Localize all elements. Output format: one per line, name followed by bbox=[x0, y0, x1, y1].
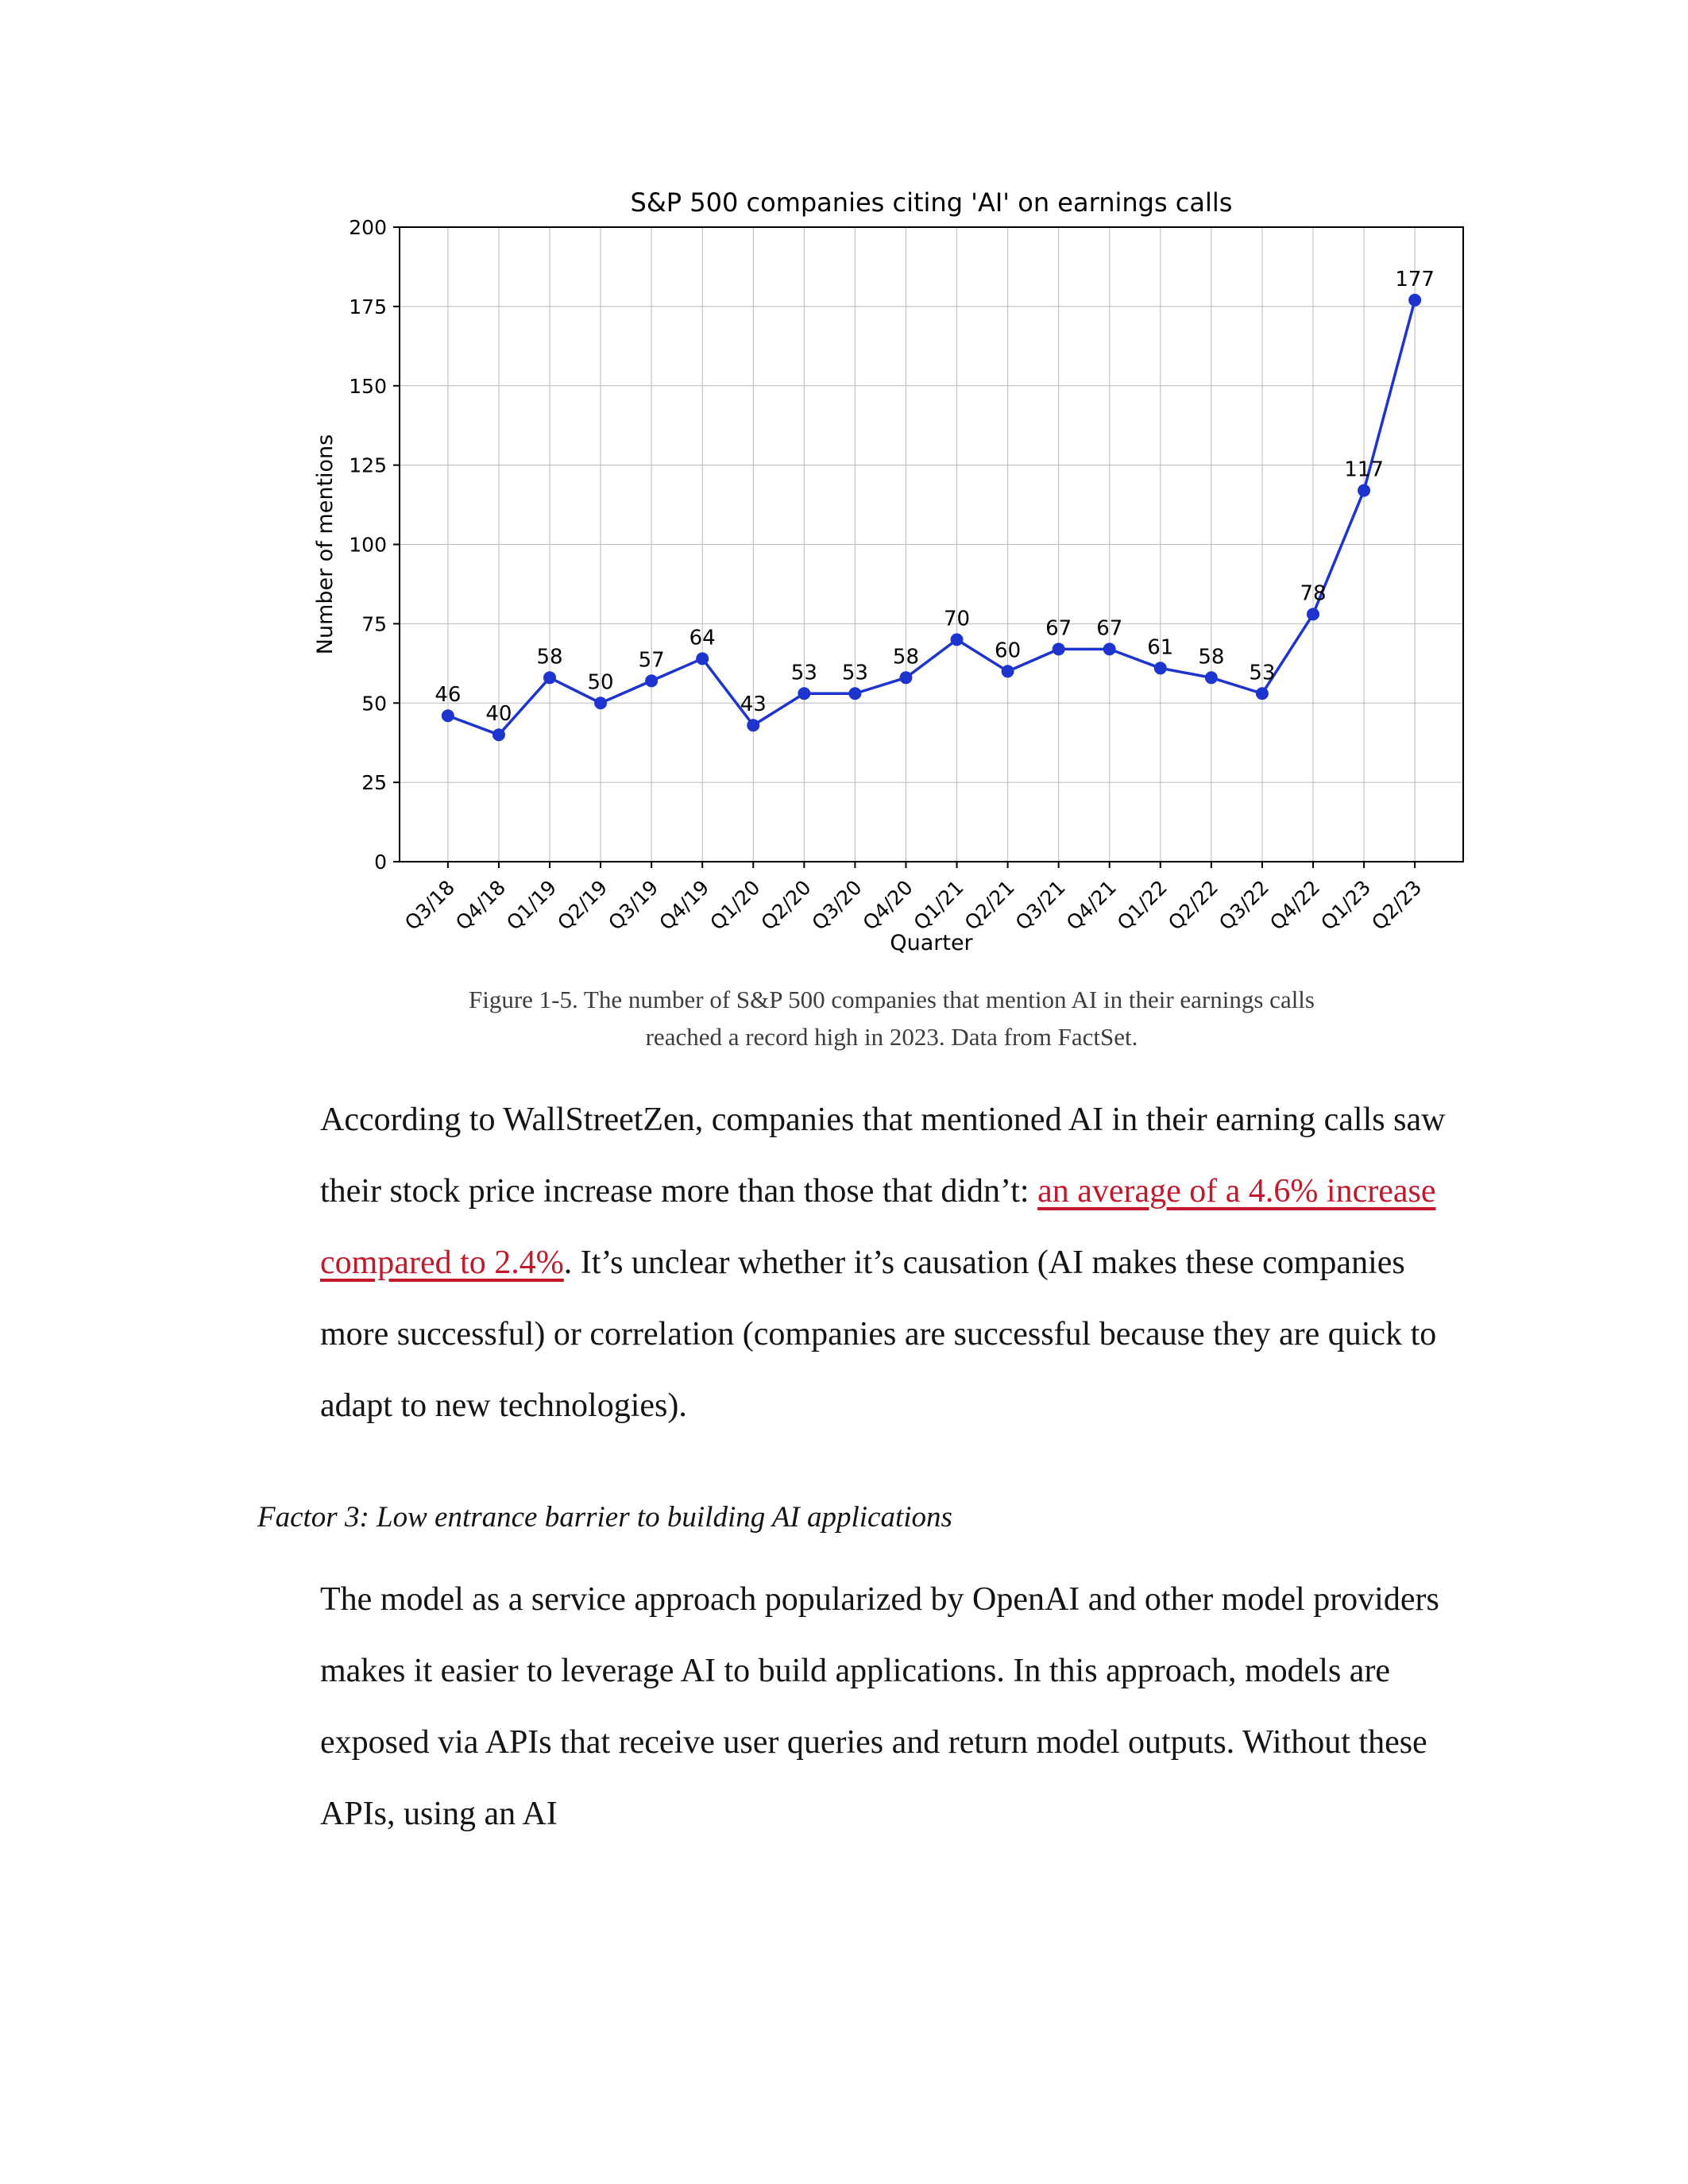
svg-text:58: 58 bbox=[536, 645, 563, 669]
svg-text:67: 67 bbox=[1045, 616, 1072, 641]
svg-text:150: 150 bbox=[349, 374, 387, 398]
svg-text:0: 0 bbox=[374, 851, 387, 874]
svg-text:Q1/21: Q1/21 bbox=[909, 875, 968, 935]
svg-text:177: 177 bbox=[1395, 267, 1435, 291]
svg-text:Q3/19: Q3/19 bbox=[604, 875, 663, 935]
svg-text:Q3/22: Q3/22 bbox=[1215, 875, 1274, 935]
svg-text:117: 117 bbox=[1344, 457, 1384, 482]
svg-text:Q2/19: Q2/19 bbox=[553, 875, 612, 935]
svg-text:Q1/22: Q1/22 bbox=[1112, 875, 1172, 935]
svg-text:Quarter: Quarter bbox=[890, 931, 973, 955]
svg-text:50: 50 bbox=[361, 692, 387, 716]
svg-text:Q4/22: Q4/22 bbox=[1265, 875, 1325, 935]
svg-text:Number of mentions: Number of mentions bbox=[313, 434, 338, 655]
svg-text:70: 70 bbox=[943, 607, 971, 631]
svg-text:Q4/21: Q4/21 bbox=[1061, 875, 1121, 935]
paragraph-text-pre: According to WallStreetZen, companies that mentioned AI in their earning calls saw their stock price increase more than those that didn’t: bbox=[320, 1102, 1446, 1210]
svg-text:58: 58 bbox=[892, 645, 920, 669]
svg-text:43: 43 bbox=[740, 693, 767, 717]
svg-text:57: 57 bbox=[638, 648, 665, 673]
svg-text:67: 67 bbox=[1096, 616, 1123, 641]
svg-text:25: 25 bbox=[361, 771, 387, 795]
svg-text:Q4/20: Q4/20 bbox=[858, 875, 917, 935]
svg-text:175: 175 bbox=[349, 295, 387, 318]
svg-text:S&P 500 companies citing 'AI': S&P 500 companies citing 'AI' on earnings calls bbox=[630, 187, 1233, 218]
svg-text:200: 200 bbox=[349, 216, 387, 239]
svg-text:Q1/19: Q1/19 bbox=[502, 875, 562, 935]
figure-chart bbox=[0, 0, 1688, 981]
svg-text:53: 53 bbox=[790, 661, 817, 685]
svg-text:40: 40 bbox=[485, 702, 512, 727]
svg-text:50: 50 bbox=[587, 670, 614, 695]
svg-text:61: 61 bbox=[1147, 635, 1174, 660]
svg-text:Q2/21: Q2/21 bbox=[960, 875, 1019, 935]
figure-caption-line2: reached a record high in 2023. Data from FactSet. bbox=[645, 1023, 1138, 1051]
earnings-calls-line-chart bbox=[0, 0, 1688, 981]
svg-text:78: 78 bbox=[1300, 581, 1327, 606]
svg-text:Q3/21: Q3/21 bbox=[1010, 875, 1070, 935]
svg-text:Q2/22: Q2/22 bbox=[1163, 875, 1223, 935]
svg-text:Q4/18: Q4/18 bbox=[451, 875, 511, 935]
svg-text:Q1/23: Q1/23 bbox=[1316, 875, 1376, 935]
svg-text:Q2/20: Q2/20 bbox=[756, 875, 816, 935]
svg-text:Q2/23: Q2/23 bbox=[1367, 875, 1427, 935]
figure-caption bbox=[334, 981, 1450, 1055]
svg-text:75: 75 bbox=[361, 612, 387, 636]
svg-text:100: 100 bbox=[349, 533, 387, 557]
svg-text:125: 125 bbox=[349, 453, 387, 477]
svg-text:53: 53 bbox=[1249, 661, 1276, 685]
paragraph-model-as-service: The model as a service approach popularized by OpenAI and other model providers makes it easier to leverage AI to build applications. In this approach, models are exposed via APIs that receive user queries and return model outputs. Without these APIs, using an AI bbox=[320, 1581, 1439, 1832]
svg-text:Q1/20: Q1/20 bbox=[705, 875, 765, 935]
factor-3-heading: Factor 3: Low entrance barrier to building AI applications bbox=[257, 1501, 952, 1534]
stock-increase-link[interactable]: an average of a 4.6% increase compared to 2.4% bbox=[320, 1173, 1436, 1281]
page-content bbox=[0, 981, 1688, 1850]
svg-text:Q3/20: Q3/20 bbox=[807, 875, 867, 935]
paragraph-text-post: . It’s unclear whether it’s causation (AI makes these companies more successful) or correlation (companies are successful because they are quick to adapt to new technologies). bbox=[320, 1244, 1437, 1424]
figure-caption-line1: Figure 1-5. The number of S&P 500 companies that mention AI in their earnings calls bbox=[468, 986, 1315, 1013]
paragraph-wallstreetzen bbox=[320, 1084, 1450, 1441]
svg-text:Q3/18: Q3/18 bbox=[400, 875, 460, 935]
svg-text:58: 58 bbox=[1198, 645, 1225, 669]
svg-text:46: 46 bbox=[435, 683, 462, 708]
svg-text:60: 60 bbox=[995, 639, 1022, 663]
svg-text:53: 53 bbox=[841, 661, 868, 685]
svg-text:Q4/19: Q4/19 bbox=[655, 875, 714, 935]
svg-text:64: 64 bbox=[689, 626, 716, 650]
